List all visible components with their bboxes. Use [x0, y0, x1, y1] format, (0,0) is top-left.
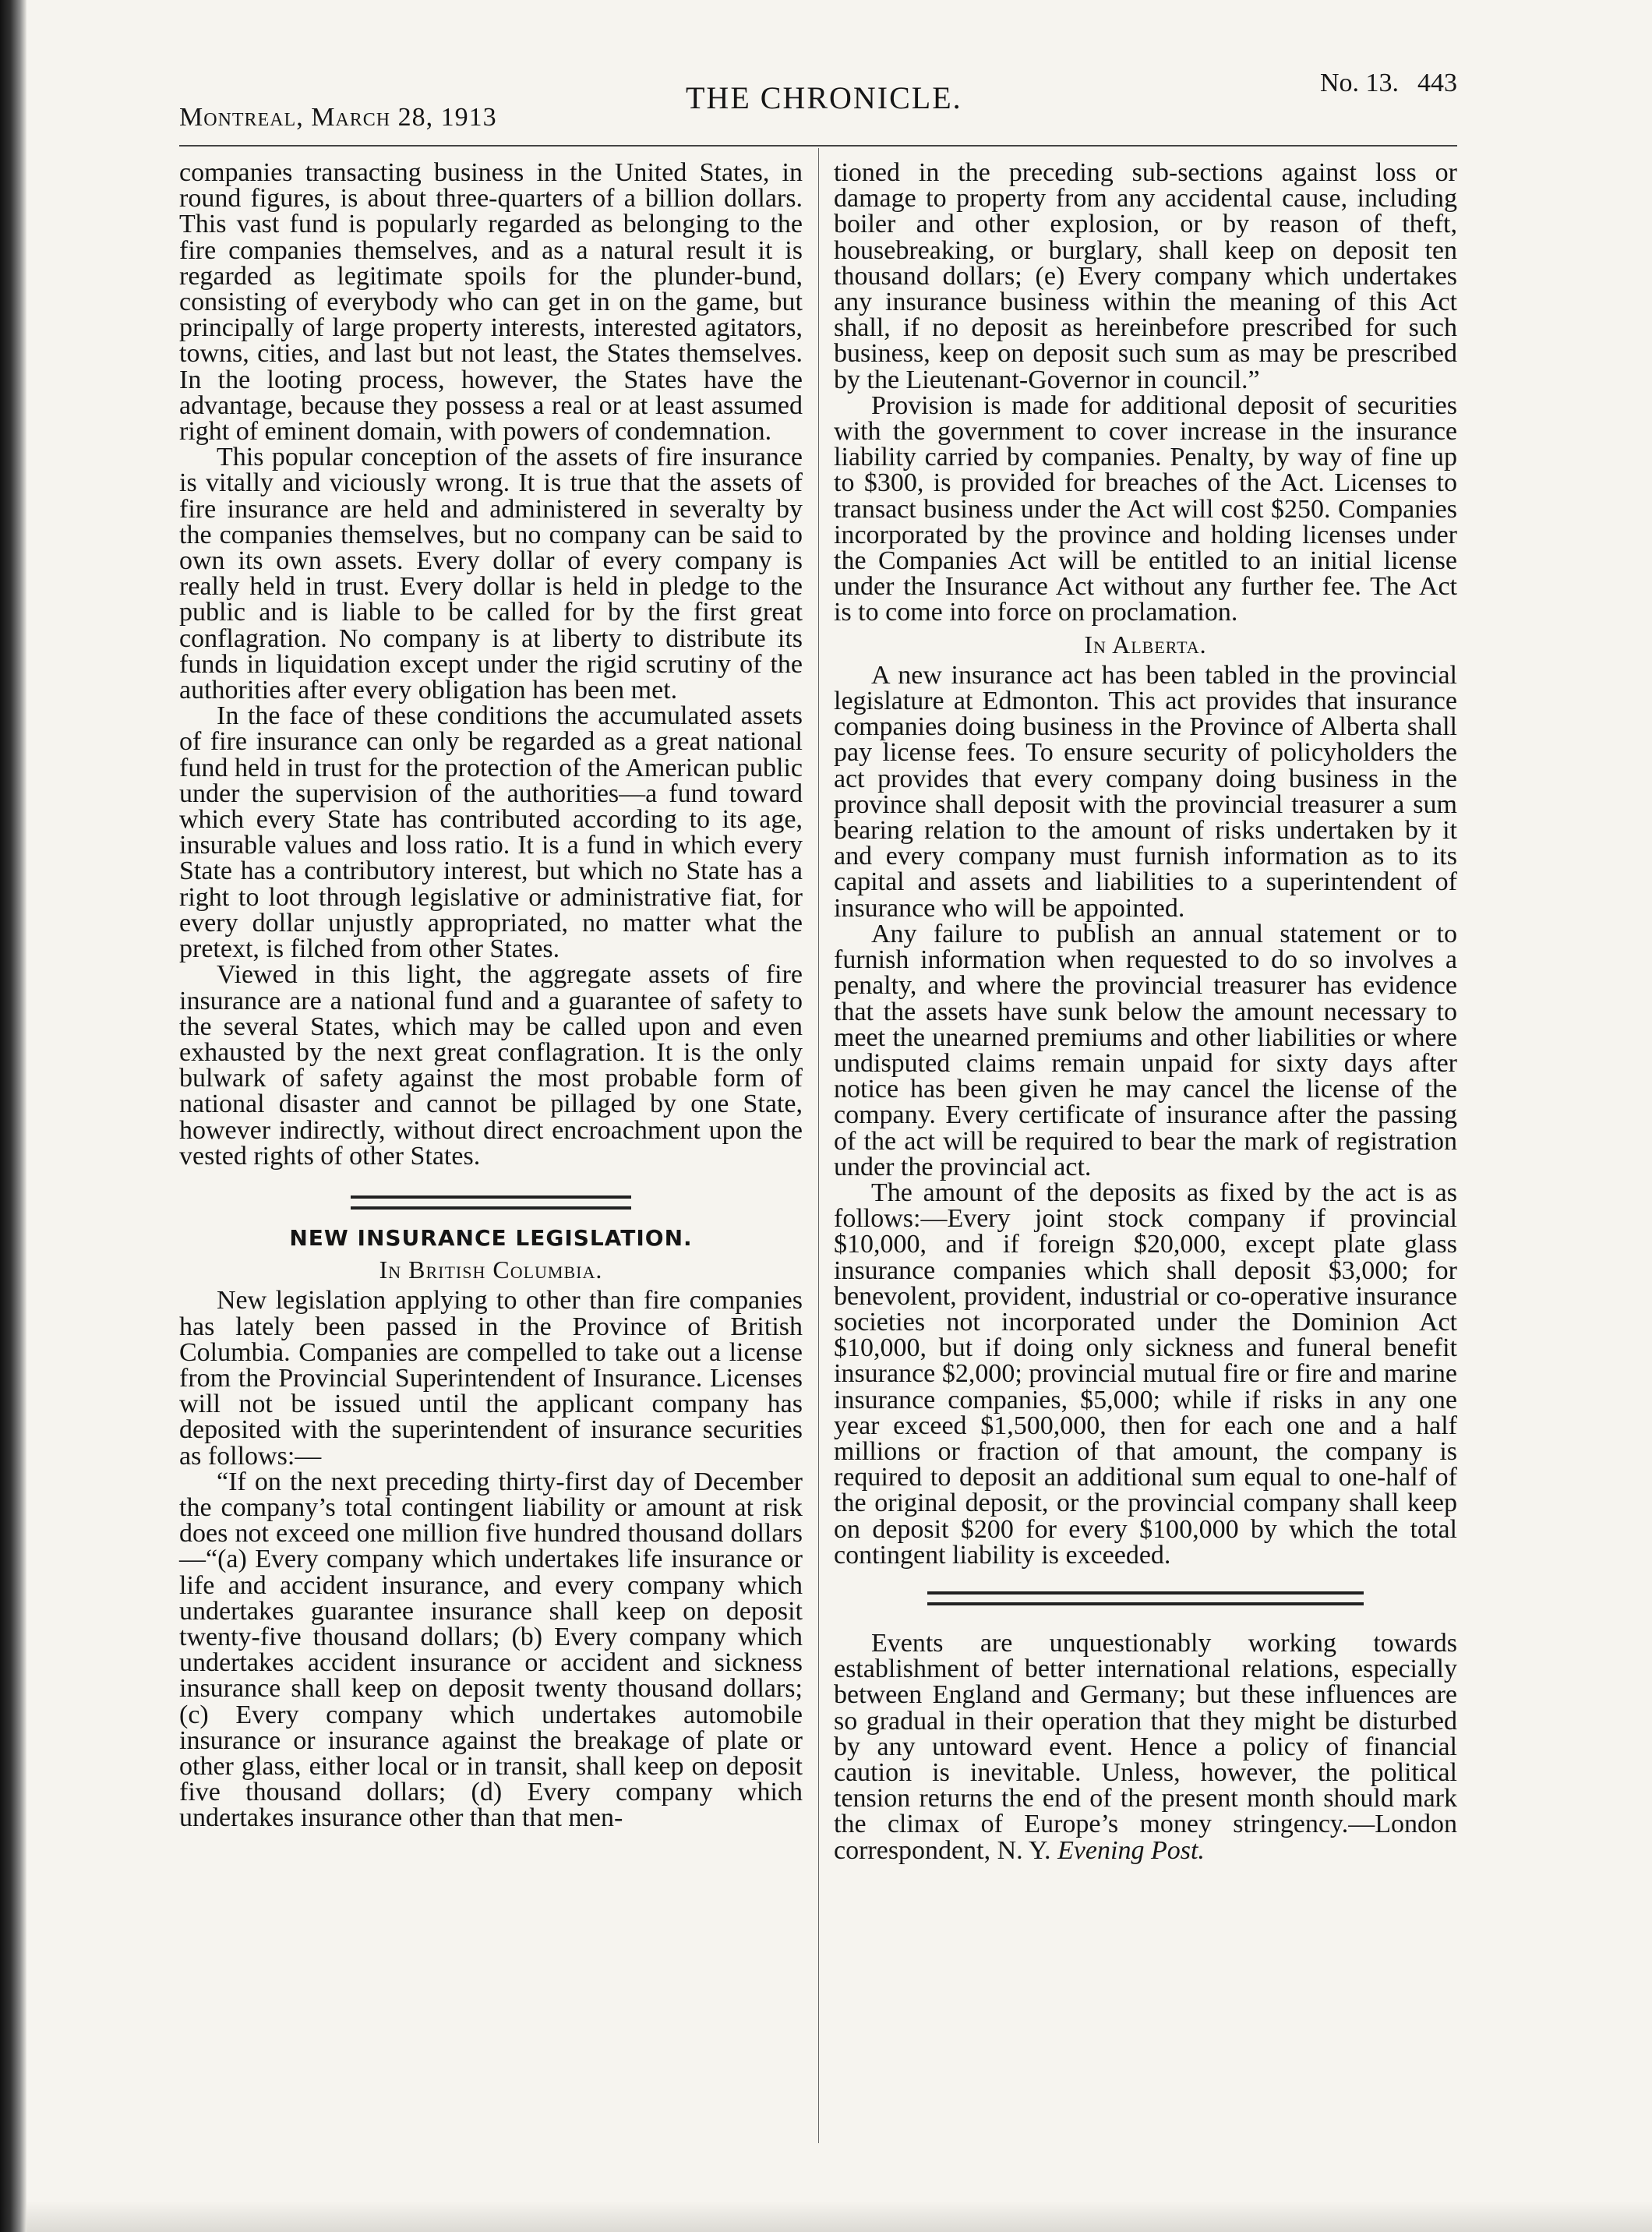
paragraph: companies transacting business in the United States, in round figures, is about three-quarters of a billion dollars. This vast fund is popularly regarded as belonging to the fire companies themselves, and as a natural result it is regarded as legitimate spoils for the plunder-bund, consisting of everybody who can get in on the game, but principally of large property interests, interested agitators, towns, cities, and last but not least, the States themselves. In the looting process, however, the States have the advantage, because they possess a real or at least assumed right of eminent domain, with powers of condemnation. — [179, 158, 803, 447]
paragraph-text: Events are unquestionably working towards establishment of better international relations, especially between England and Germany; but these influences are so gradual in their operation that they might be disturbed by any untoward event. Hence a policy of financial caution is inevitable. Unless, however, the political tension returns the end of the present month should mark the climax of Europe’s money stringency.—London correspondent, N. Y. — [834, 1628, 1457, 1865]
section-divider-rule — [351, 1195, 631, 1210]
page-bottom-edge — [26, 2201, 1652, 2232]
paragraph: New legislation applying to other than fire companies has lately been passed in the Province of British Columbia. Companies are compelled to take out a license from the Provincial Superintendent of Insurance. Licenses will not be issued until the applicant company has deposited with the superintendent of insurance securities as follows:— — [179, 1286, 803, 1471]
header-rule — [179, 145, 1457, 147]
section-subhead-alberta: In Alberta. — [1084, 630, 1207, 659]
paragraph: Any failure to publish an annual statement or to furnish information when requested to do so involves a penalty, and where the provincial treasurer has evidence that the assets have sunk below the amount necessary to meet the unearned premiums and other liabilities or where undisputed claims remain unpaid for sixty days after notice has been given he may cancel the license of the company. Every certificate of insurance after the passing of the act will be required to bear the mark of registration under the provincial act. — [834, 919, 1457, 1181]
paragraph — [834, 1630, 1457, 1863]
paragraph: Viewed in this light, the aggregate assets of fire insurance are a national fund and a guarantee of safety to the several States, which may be called upon and even exhausted by the next great conflagration. It is the only bulwark of safety against the most probable form of national disaster and cannot be pillaged by one State, however indirectly, without direct encroachment upon the vested rights of other States. — [179, 960, 803, 1171]
paragraph: “If on the next preceding thirty-first day of December the company’s total contingent liability or amount at risk does not exceed one million five hundred thousand dollars—“(a) Every company which undertakes life insurance or life and accident insurance, and every company which undertakes guarantee insurance shall keep on deposit twenty-five thousand dollars; (b) Every company which undertakes accident insurance or accident and sickness insurance shall keep on deposit twenty thousand dollars; (c) Every company which undertakes automobile insurance or insurance against the breakage of plate or other glass, either local or in transit, shall keep on deposit five thousand dollars; (d) Every company which undertakes insurance other than that men- — [179, 1467, 803, 1833]
page-binding-shadow — [0, 0, 26, 2232]
paragraph: This popular conception of the assets of fire insurance is vitally and viciously wrong. It is true that the assets of fire insurance are held and administered in severalty by the companies themselves, but no company can be said to own its own assets. Every dollar of every company is really held in trust. Every dollar is held in pledge to the public and is liable to be called for by the first great conflagration. No company is at liberty to distribute its funds in liquidation except under the rigid scrutiny of the authorities after every obligation has been met. — [179, 443, 803, 705]
source-attribution: Evening Post. — [1057, 1835, 1205, 1865]
header-issue-number: No. 13. — [1319, 69, 1399, 97]
paragraph: tioned in the preceding sub-sections against loss or damage to property from any accidental cause, including boiler and other explosion, or by reason of theft, housebreaking, or burglary, shall keep on deposit ten thousand dollars; (e) Every company which undertakes any insurance business within the meaning of this Act shall, if no deposit as hereinbefore prescribed for such business, keep on deposit such sum as may be prescribed by the Lieutenant-Governor in council.” — [834, 158, 1457, 394]
paragraph: A new insurance act has been tabled in the provincial legislature at Edmonton. This act provides that insurance companies doing business in the Province of Alberta shall pay license fees. To ensure security of policyholders the act provides that every company doing business in the province shall deposit with the provincial treasurer a sum bearing relation to the amount of risks undertaken by it and every company must furnish information as to its capital and assets and liabilities to a superintendent of insurance who will be appointed. — [834, 660, 1457, 923]
article-title: NEW INSURANCE LEGISLATION. — [289, 1224, 693, 1251]
header-issue-page — [1301, 69, 1457, 98]
left-column — [179, 160, 803, 1831]
page-header — [179, 62, 1457, 140]
section-subhead-british-columbia: In British Columbia. — [379, 1256, 603, 1284]
section-divider-rule — [927, 1591, 1364, 1605]
column-divider — [818, 148, 819, 2143]
right-column — [834, 160, 1457, 1863]
header-publication-title: THE CHRONICLE. — [686, 80, 962, 115]
header-page-number: 443 — [1417, 69, 1457, 97]
header-dateline: Montreal, March 28, 1913 — [179, 103, 497, 132]
paragraph: Provision is made for additional deposit of securities with the government to cover increase in the insurance liability carried by companies. Penalty, by way of fine up to $300, is provided for breaches of the Act. Licenses to transact business under the Act will cost $250. Companies incorporated by the province and holding licenses under the Companies Act will be entitled to an initial license under the Insurance Act without any further fee. The Act is to come into force on proclamation. — [834, 390, 1457, 627]
paragraph: In the face of these conditions the accumulated assets of fire insurance can only be regarded as a great national fund held in trust for the protection of the American public under the supervision of the authorities—a fund toward which every State has contributed according to its age, insurable values and loss ratio. It is a fund in which every State has a contributory interest, but which no State has a right to loot through legislative or administrative fiat, for every dollar unjustly appropriated, no matter what the pretext, is filched from other States. — [179, 701, 803, 964]
paragraph: The amount of the deposits as fixed by the act is as follows:—Every joint stock company if provincial $10,000, and if foreign $20,000, except plate glass insurance companies which shall deposit $3,000; for benevolent, provident, industrial or co-operative insurance societies not incorporated under the Dominion Act $10,000, but if doing only sickness and funeral benefit insurance $2,000; provincial mutual fire or fire and marine insurance companies, $5,000; while if risks in any one year exceed $1,500,000, then for each one and a half millions or fraction of that amount, the company is required to deposit an additional sum equal to one-half of the original deposit, or the provincial company shall keep on deposit $200 for every $100,000 by which the total contingent liability is exceeded. — [834, 1178, 1457, 1570]
